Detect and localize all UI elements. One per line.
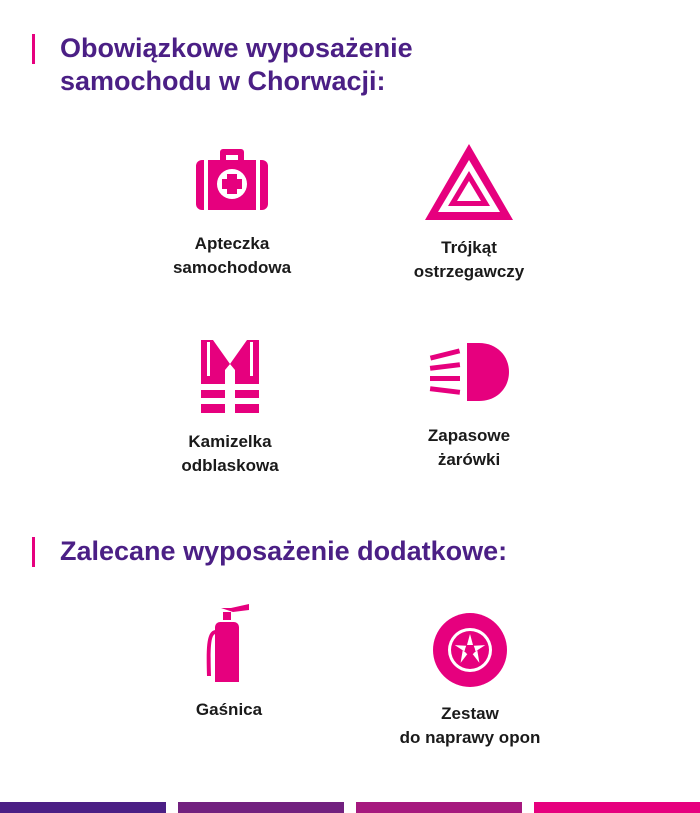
heading-accent-bar [32, 34, 35, 64]
section-heading-recommended [32, 535, 507, 568]
footer-stripe [178, 802, 344, 813]
heading-title: Obowiązkowe wyposażenie samochodu w Chorwacji: [60, 33, 413, 96]
item-first-aid-kit [122, 148, 342, 280]
heading-accent-bar [32, 537, 35, 567]
item-warning-triangle [359, 142, 579, 284]
heading-title: Zalecane wyposażenie dodatkowe: [60, 536, 508, 566]
item-label: Zestaw do naprawy opon [399, 704, 541, 747]
tire-icon [432, 612, 508, 688]
reflective-vest-icon [197, 340, 263, 414]
item-label: Kamizelka odblaskowa [181, 432, 279, 475]
footer-stripe [356, 802, 522, 813]
section-heading-mandatory [32, 32, 413, 98]
item-label: Gaśnica [195, 700, 263, 719]
item-tire [360, 612, 580, 750]
item-reflective-vest [120, 340, 340, 478]
item-fire-extinguisher [119, 602, 339, 722]
first-aid-kit-icon [194, 148, 270, 212]
headlight-bulb-icon [427, 340, 511, 404]
footer-stripe [0, 802, 166, 813]
footer-stripes [0, 802, 700, 813]
warning-triangle-icon [423, 142, 515, 222]
fire-extinguisher-icon [203, 602, 255, 684]
item-label: Zapasowe żarówki [427, 426, 511, 469]
item-headlight-bulb [359, 340, 579, 472]
footer-stripe [534, 802, 700, 813]
item-label: Apteczka samochodowa [172, 234, 292, 277]
item-label: Trójkąt ostrzegawczy [413, 238, 525, 281]
